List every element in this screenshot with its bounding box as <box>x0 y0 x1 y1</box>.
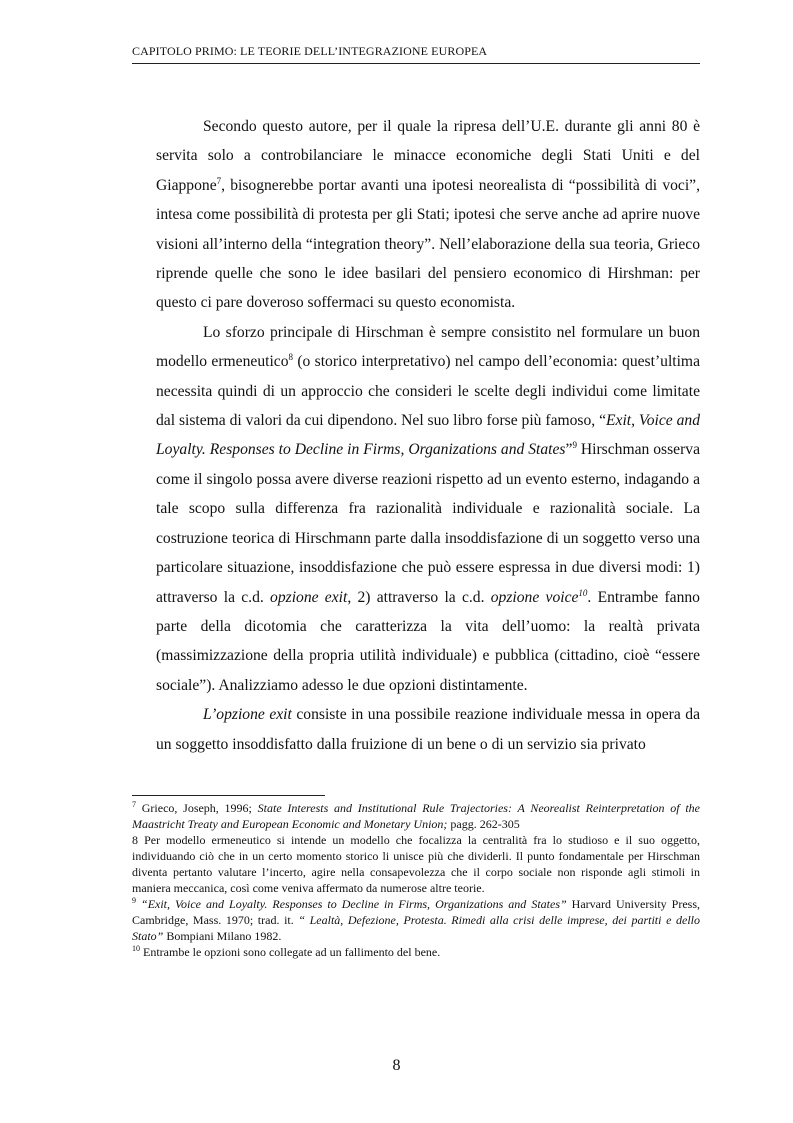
text-run: , 2) attraverso la c.d. <box>347 588 491 606</box>
text-run: Entrambe le opzioni sono collegate ad un fallimento del bene. <box>140 945 441 959</box>
footnote-marker: 7 <box>132 800 136 809</box>
italic-text: opzione exit <box>270 588 348 606</box>
text-run: Hirschman osserva come il singolo possa avere diverse reazioni rispetto ad un evento esterno, indagando a tale scopo sulla differenza fra razionalità individuale e razionalità sociale. La costruzione teorica di Hirschmann parte dalla insoddisfazione di un soggetto verso una particolare situazione, insoddisfazione che può essere espressa in due diversi modi: 1) attraverso la c.d. <box>156 441 701 606</box>
italic-text: “ Lealtà, Defezione, Protesta. Rimedi alla crisi delle imprese, dei partiti e dello Stato” <box>132 913 700 943</box>
paragraph-p1 <box>156 112 700 318</box>
text-run: (o storico interpretativo) nel campo dell’economia: quest’ultima necessita quindi di un approccio che consideri le scelte degli individui come limitate dal sistema di valori da cui dipendono. Nel suo libro forse più famoso, “ <box>156 353 700 430</box>
footnote-marker: 7 <box>216 175 222 186</box>
footnote-marker: 9 <box>572 440 577 451</box>
text-run: 8 Per modello ermeneutico si intende un modello che focalizza la centralità fra lo studioso e il suo oggetto, individuando ciò che in un certo momento storico li unisce più che dividerli. Il punto fondamentale per Hirschman diventa pertanto valutare l’incerto, agire nella consapevolezza che il corpo sociale non risponde agli stimoli in maniera meccanica, così come veniva affermato da numerose altre teorie. <box>132 833 700 895</box>
running-header: CAPITOLO PRIMO: LE TEORIE DELL’INTEGRAZIONE EUROPEA <box>132 44 488 58</box>
footnote-fn7 <box>132 800 700 832</box>
italic-text: L’opzione exit <box>203 706 292 724</box>
italic-text: State Interests and Institutional Rule Trajectories: A Neorealist Reinterpretation of the Maastricht Treaty and European Economic and Monetary Union; <box>132 801 700 831</box>
footnotes <box>132 800 700 960</box>
footnote-marker: 9 <box>132 896 136 905</box>
text-run: Bompiani Milano 1982. <box>163 929 282 943</box>
footnote-fn9 <box>132 896 700 944</box>
text-run: , bisognerebbe portar avanti una ipotesi neorealista di “possibilità di voci”, intesa come possibilità di protesta per gli Stati; ipotesi che serve anche ad aprire nuove visioni all’interno della “integration theory”. Nell’elaborazione della sua teoria, Grieco riprende quelle che sono le idee basilari del pensiero economico di Hirshman: per questo ci pare doveroso soffermaci su questo economista. <box>156 176 700 312</box>
paragraph-p2 <box>156 318 700 700</box>
footnote-separator <box>132 795 325 796</box>
text-run: consiste in una possibile reazione individuale messa in opera da un soggetto insoddisfatto dalla fruizione di un bene o di un servizio sia privato <box>156 706 701 753</box>
text-run: pagg. 262-305 <box>447 817 520 831</box>
paragraph-p3 <box>156 700 700 759</box>
footnote-fn10 <box>132 944 700 960</box>
header-rule <box>132 63 700 64</box>
italic-text: opzione voice <box>490 588 579 606</box>
footnote-fn8 <box>132 832 700 896</box>
footnote-marker: 10 <box>578 587 588 598</box>
text-run: Grieco, Joseph, 1996; <box>136 801 258 815</box>
footnote-marker: 8 <box>288 352 293 363</box>
text-run: Secondo questo autore, per il quale la ripresa dell’U.E. durante gli anni 80 è servita solo a controbilanciare le minacce economiche degli Stati Uniti e del Giappone <box>156 118 700 194</box>
text-run: Lo sforzo principale di Hirschman è sempre consistito nel formulare un buon modello ermeneutico <box>156 323 700 371</box>
footnote-marker: 10 <box>132 944 140 953</box>
body-text <box>156 112 700 759</box>
italic-text: Exit, Voice and Loyalty. Responses to Decline in Firms, Organizations and States <box>156 412 700 459</box>
text-run: Harvard University Press, Cambridge, Mass. 1970; trad. it. <box>132 897 701 927</box>
text-run: . Entrambe fanno parte della dicotomia che caratterizza la vita dell’uomo: la realtà privata (massimizzazione della propria utilità individuale) e pubblica (cittadino, cioè “essere sociale”). Analizziamo adesso le due opzioni distintamente. <box>156 588 700 694</box>
text-run: ” <box>565 441 573 459</box>
italic-text: “Exit, Voice and Loyalty. Responses to Decline in Firms, Organizations and States” <box>141 897 567 911</box>
page-number: 8 <box>392 1057 401 1074</box>
